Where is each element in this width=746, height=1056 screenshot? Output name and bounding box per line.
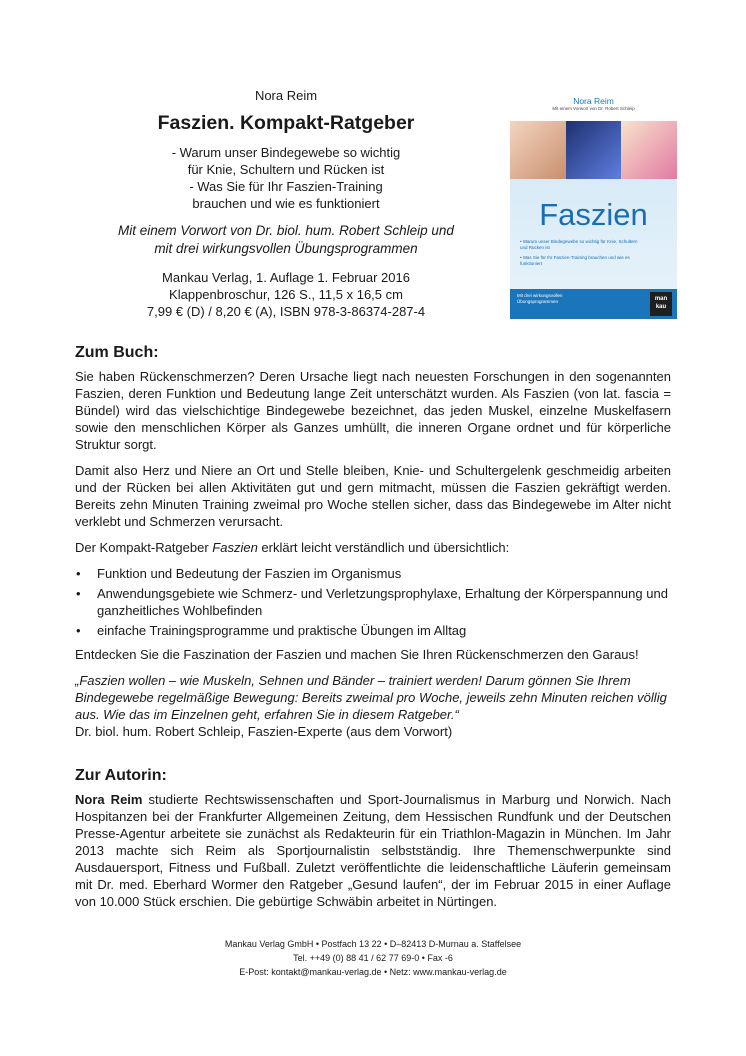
subtitle-line: für Knie, Schultern und Rücken ist — [187, 162, 385, 177]
bullet-list — [75, 565, 671, 639]
cover-title: Faszien — [539, 197, 648, 232]
preface-line: mit drei wirkungsvollen Übungsprogrammen — [154, 241, 418, 256]
cover-bullet: • Was Sie für Ihr Faszien-Training brauchen und wie es funktioniert — [520, 255, 630, 266]
paragraph: Sie haben Rückenschmerzen? Deren Ursache liegt nach neuesten Forschungen in den sogenannten Faszien, deren Funktion und Bedeutung lange Zeit unterschätzt wurden. Als Faszien (von lat. fascia = Bündel) wird das vielschichtige Bindegewebe bezeichnet, das jeden Muskel, einzelne Muskelfasern sowie den menschlichen Körper als Ganzes umhüllt, die inneren Organe ordnet und für körperliche Struktur sorgt. — [75, 369, 671, 452]
list-item: • einfache Trainingsprogramme und praktische Übungen im Alltag — [75, 622, 671, 639]
list-item: • Anwendungsgebiete wie Schmerz- und Verletzungsprophylaxe, Erhaltung der Körperspannung und ganzheitliches Wohlbefinden — [75, 585, 671, 619]
publication-info — [90, 269, 482, 320]
text-run: erklärt leicht verständlich und übersichtlich: — [257, 540, 510, 555]
mankau-logo — [650, 292, 672, 316]
subtitle-line: - Warum unser Bindegewebe so wichtig — [171, 145, 401, 160]
cover-photo-knee — [566, 121, 622, 179]
text-run: Der Kompakt-Ratgeber — [75, 540, 213, 555]
paragraph: Entdecken Sie die Faszination der Faszien und machen Sie Ihren Rückenschmerzen den Garaus! — [75, 647, 639, 662]
cover-bullets — [520, 239, 645, 271]
footer-contact: E-Post: kontakt@mankau-verlag.de • Netz: www.mankau-verlag.de — [239, 967, 507, 977]
book-author: Nora Reim — [254, 88, 318, 103]
logo-text-top: man — [654, 296, 668, 302]
preface-note — [90, 222, 482, 258]
cover-header — [510, 91, 677, 121]
book-title: Faszien. Kompakt-Ratgeber — [157, 112, 415, 134]
book-title-italic: Faszien — [212, 540, 258, 555]
subtitle-line: - Was Sie für Ihr Faszien-Training — [189, 179, 383, 194]
author-name: Nora Reim — [75, 792, 143, 807]
subtitle-line: brauchen und wie es funktioniert — [192, 196, 380, 211]
quote: „Faszien wollen – wie Muskeln, Sehnen und Bänder – trainiert werden! Darum gönnen Sie Ihrem Bindegewebe regelmäßige Bewegung: Bereits zweimal pro Woche, jeweils zehn Minuten reichen völlig aus. Wie das im Einzelnen geht, erfahren Sie in diesem Ratgeber.“ — [75, 673, 667, 722]
pub-line: Mankau Verlag, 1. Auflage 1. Februar 2016 — [162, 270, 410, 285]
cover-band — [510, 289, 677, 319]
footer-phone: Tel. ++49 (0) 88 41 / 62 77 69-0 • Fax -6 — [293, 953, 453, 963]
cover-photo-shoulder — [510, 121, 566, 179]
author-bio — [75, 791, 671, 910]
publisher-footer — [0, 937, 746, 979]
preface-line: Mit einem Vorwort von Dr. biol. hum. Robert Schleip und — [118, 223, 454, 238]
book-header — [90, 88, 482, 320]
list-item: • Funktion und Bedeutung der Faszien im Organismus — [75, 565, 671, 582]
cover-photo-woman — [621, 121, 677, 179]
section-zum-buch — [75, 344, 671, 740]
cover-author: Nora Reim — [573, 96, 614, 106]
heading-zum-buch: Zum Buch: — [75, 344, 159, 361]
book-cover-image — [510, 91, 677, 319]
pub-line: 7,99 € (D) / 8,20 € (A), ISBN 978-3-86374-287-4 — [146, 304, 426, 319]
cover-photo-strip — [510, 121, 677, 179]
logo-text-bottom: kau — [655, 304, 667, 310]
author-bio-text: studierte Rechtswissenschaften und Sport-Journalismus in Marburg und Norwich. Nach Hospitanzen bei der Frankfurter Allgemeinen Zeitung, dem Hessischen Rundfunk und der Deutschen Presse-Agentur arbeitete sie zunächst als Redakteurin für ein Triathlon-Magazin in München. Im Jahr 2013 machte sich Reim als Sportjournalistin selbstständig. Ihre Themenschwerpunkte sind Ausdauersport, Fitness und Fußball. Zuletzt veröffentlichte die leidenschaftliche Läuferin gemeinsam mit Dr. med. Eberhard Wormer den Ratgeber „Gesund laufen“, der im Februar 2015 in einer Auflage von 10.000 Stück erschien. Die gebürtige Schwäbin arbeitet in Nürtingen. — [75, 792, 671, 909]
cover-band-text: Mit drei wirkungsvollen Übungsprogrammen — [517, 293, 563, 304]
paragraph-intro — [75, 539, 671, 556]
cover-subtitle: Mit einem Vorwort von Dr. Robert Schleip — [552, 106, 635, 111]
section-zur-autorin — [75, 767, 671, 919]
heading-zur-autorin: Zur Autorin: — [75, 767, 167, 784]
footer-address: Mankau Verlag GmbH • Postfach 13 22 • D–82413 D-Murnau a. Staffelsee — [224, 939, 522, 949]
pub-line: Klappenbroschur, 126 S., 11,5 x 16,5 cm — [169, 287, 403, 302]
quote-source: Dr. biol. hum. Robert Schleip, Faszien-Experte (aus dem Vorwort) — [75, 724, 453, 739]
paragraph: Damit also Herz und Niere an Ort und Stelle bleiben, Knie- und Schultergelenk geschmeidig arbeiten und der Rücken bei allen Aktivitäten gut und gern mitmacht, müssen die Faszien gekräftigt werden. Bereits zehn Minuten Training zweimal pro Woche stellen sicher, dass das Bindegewebe im Alter nicht verklebt und Schmerzen verursacht. — [75, 463, 671, 529]
book-subtitle — [90, 144, 482, 212]
cover-bullet: • Warum unser Bindegewebe so wichtig für Knie, Schultern und Rücken ist — [520, 239, 638, 250]
